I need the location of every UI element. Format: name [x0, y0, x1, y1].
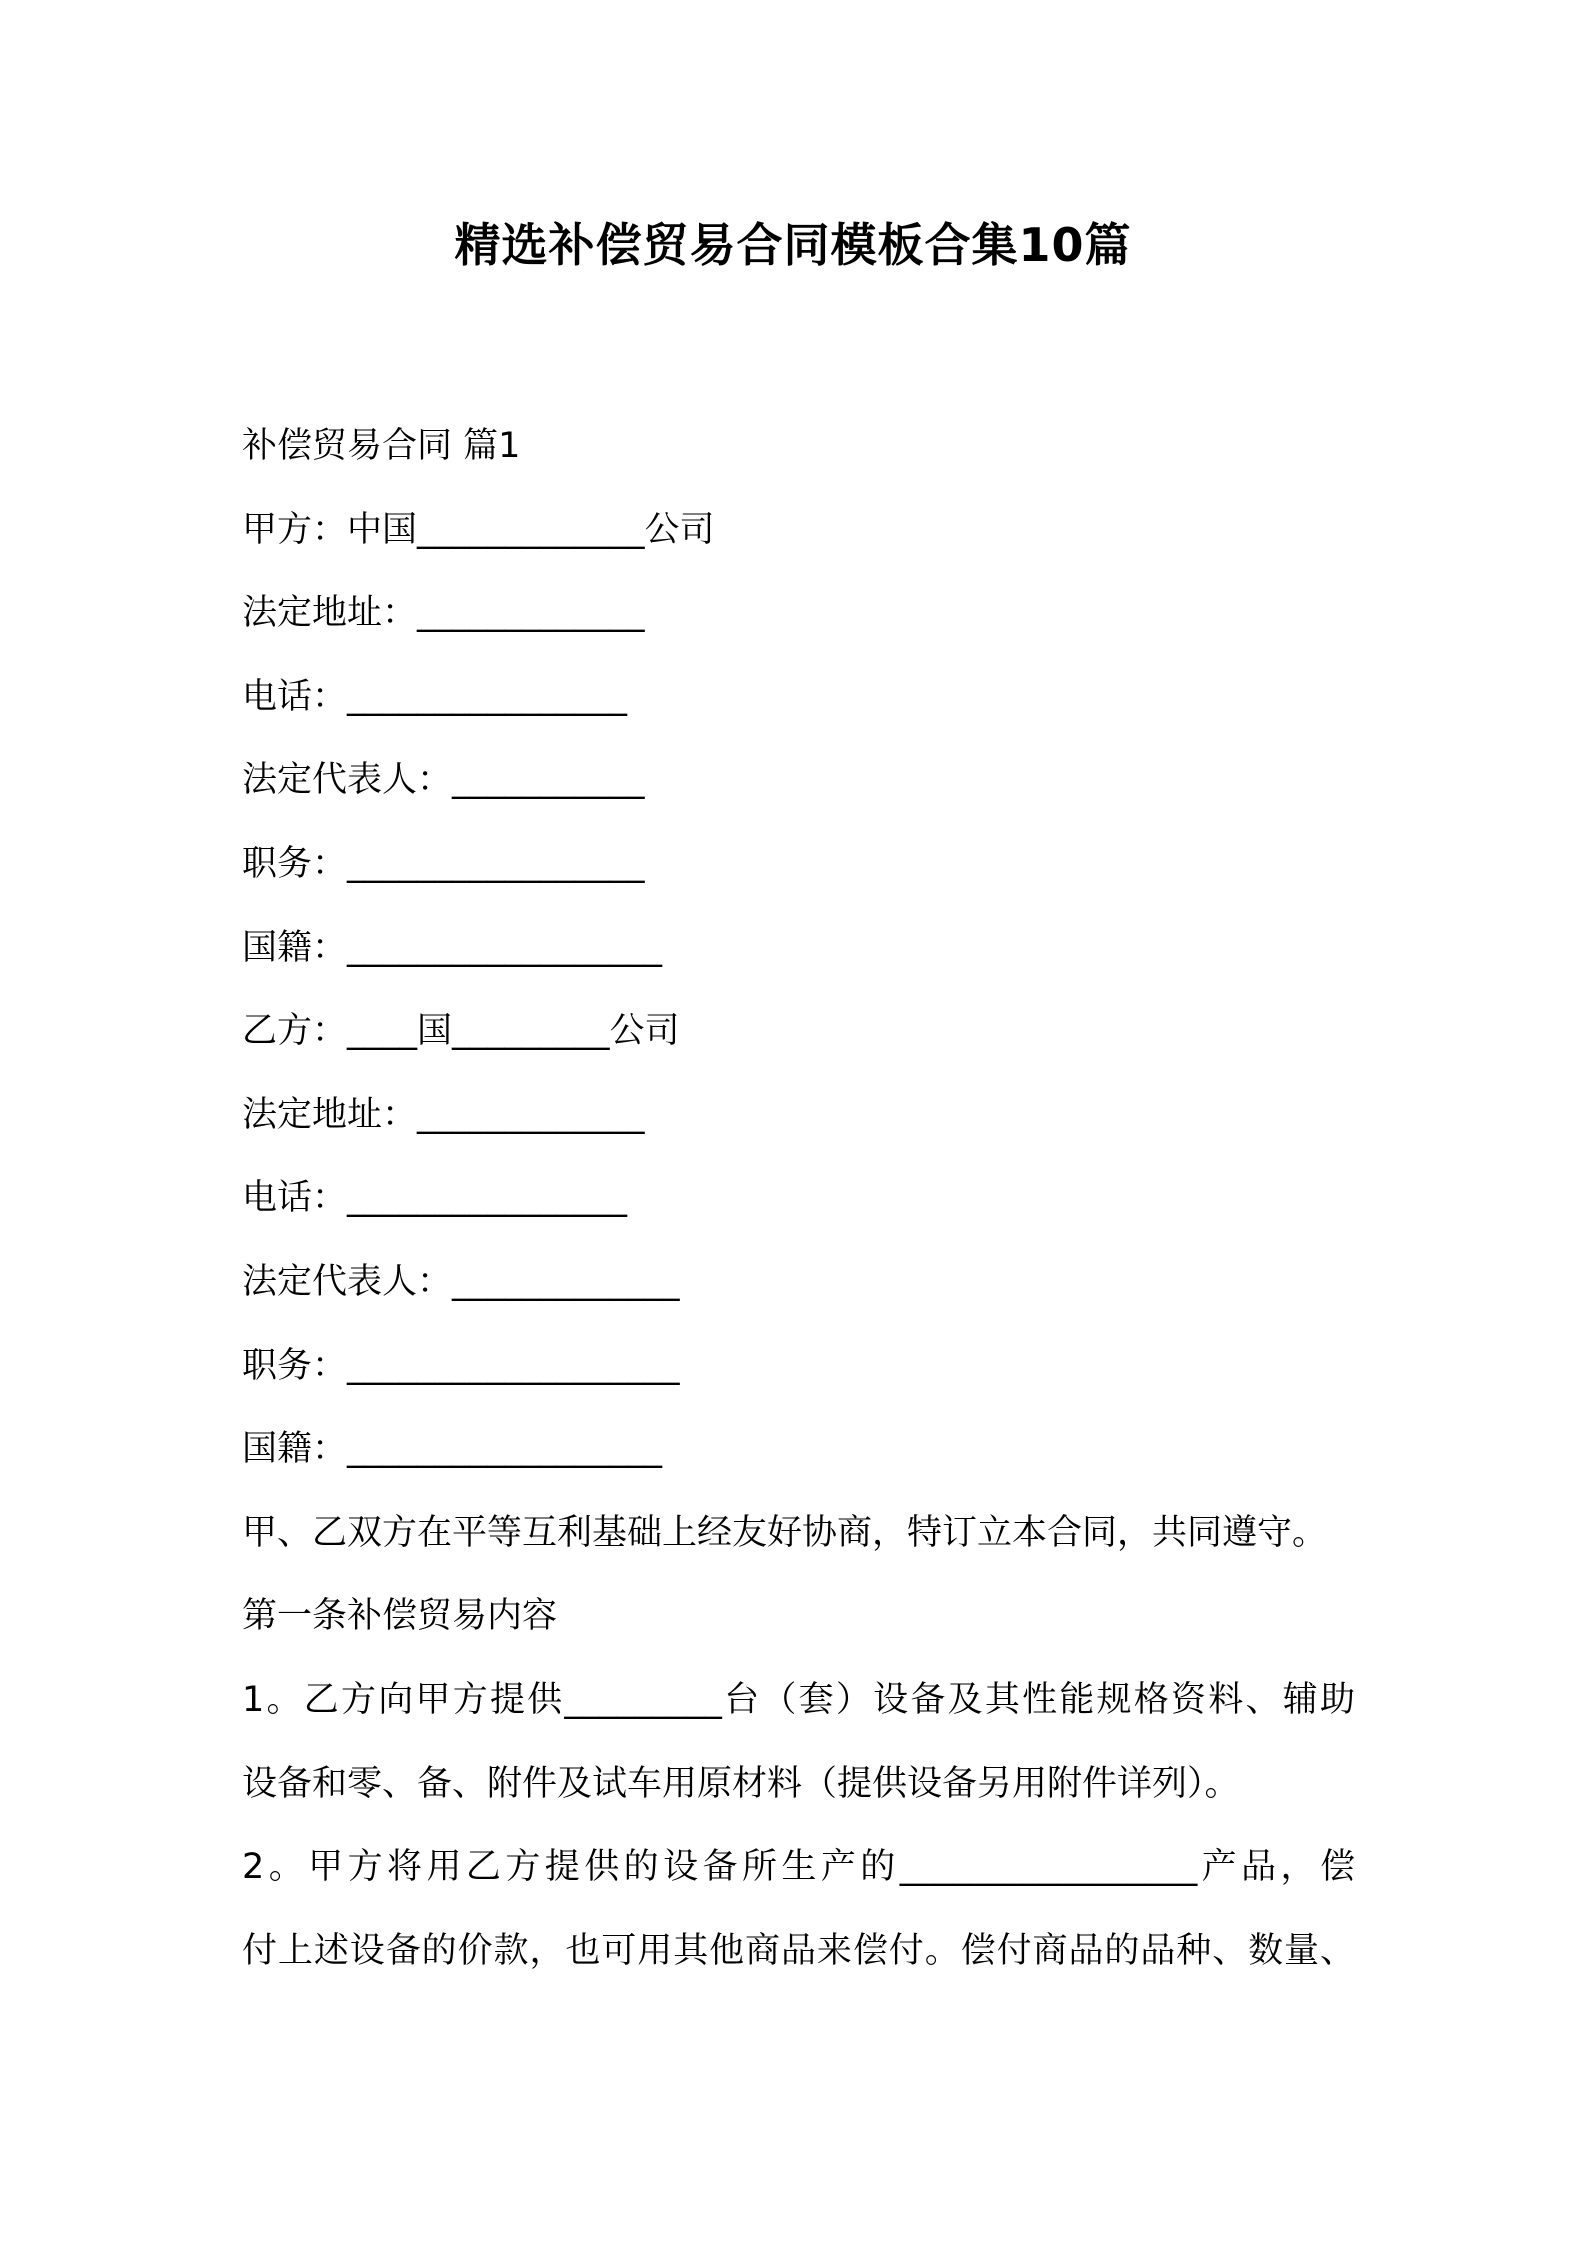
- party-b-representative-line: 法定代表人：_____________: [242, 1261, 680, 1302]
- party-b-phone-line: 电话：________________: [242, 1178, 628, 1219]
- article-heading: 第一条补偿贸易内容: [242, 1596, 558, 1637]
- section-heading: 补偿贸易合同 篇1: [242, 426, 521, 466]
- party-b-address-line: 法定地址：_____________: [242, 1094, 645, 1135]
- party-a-address-line: 法定地址：_____________: [242, 593, 645, 634]
- clause-2-line-2: 付上述设备的价款，也可用其他商品来偿付。偿付商品的品种、数量、: [242, 1930, 1355, 1971]
- party-a-name-line: 甲方：中国_____________公司: [242, 509, 715, 550]
- party-b-name-line: 乙方：____国_________公司: [242, 1011, 680, 1052]
- party-b-nationality-line: 国籍：__________________: [242, 1429, 663, 1470]
- party-a-phone-line: 电话：________________: [242, 676, 628, 717]
- party-b-position-line: 职务：___________________: [242, 1345, 680, 1386]
- party-a-nationality-line: 国籍：__________________: [242, 927, 663, 968]
- clause-1-line-2: 设备和零、备、附件及试车用原材料（提供设备另用附件详列）。: [242, 1763, 1240, 1804]
- party-a-representative-line: 法定代表人：___________: [242, 760, 645, 801]
- clause-2-line-1: 2。甲方将用乙方提供的设备所生产的_________________产品，偿: [242, 1847, 1355, 1888]
- clause-1-line-1: 1。乙方向甲方提供_________台（套）设备及其性能规格资料、辅助: [242, 1679, 1355, 1720]
- party-a-position-line: 职务：_________________: [242, 843, 645, 884]
- document-body: [242, 405, 1362, 1993]
- document-title: 精选补偿贸易合同模板合集10篇: [454, 218, 1132, 272]
- preamble-paragraph: 甲、乙双方在平等互利基础上经友好协商，特订立本合同，共同遵守。: [242, 1512, 1328, 1553]
